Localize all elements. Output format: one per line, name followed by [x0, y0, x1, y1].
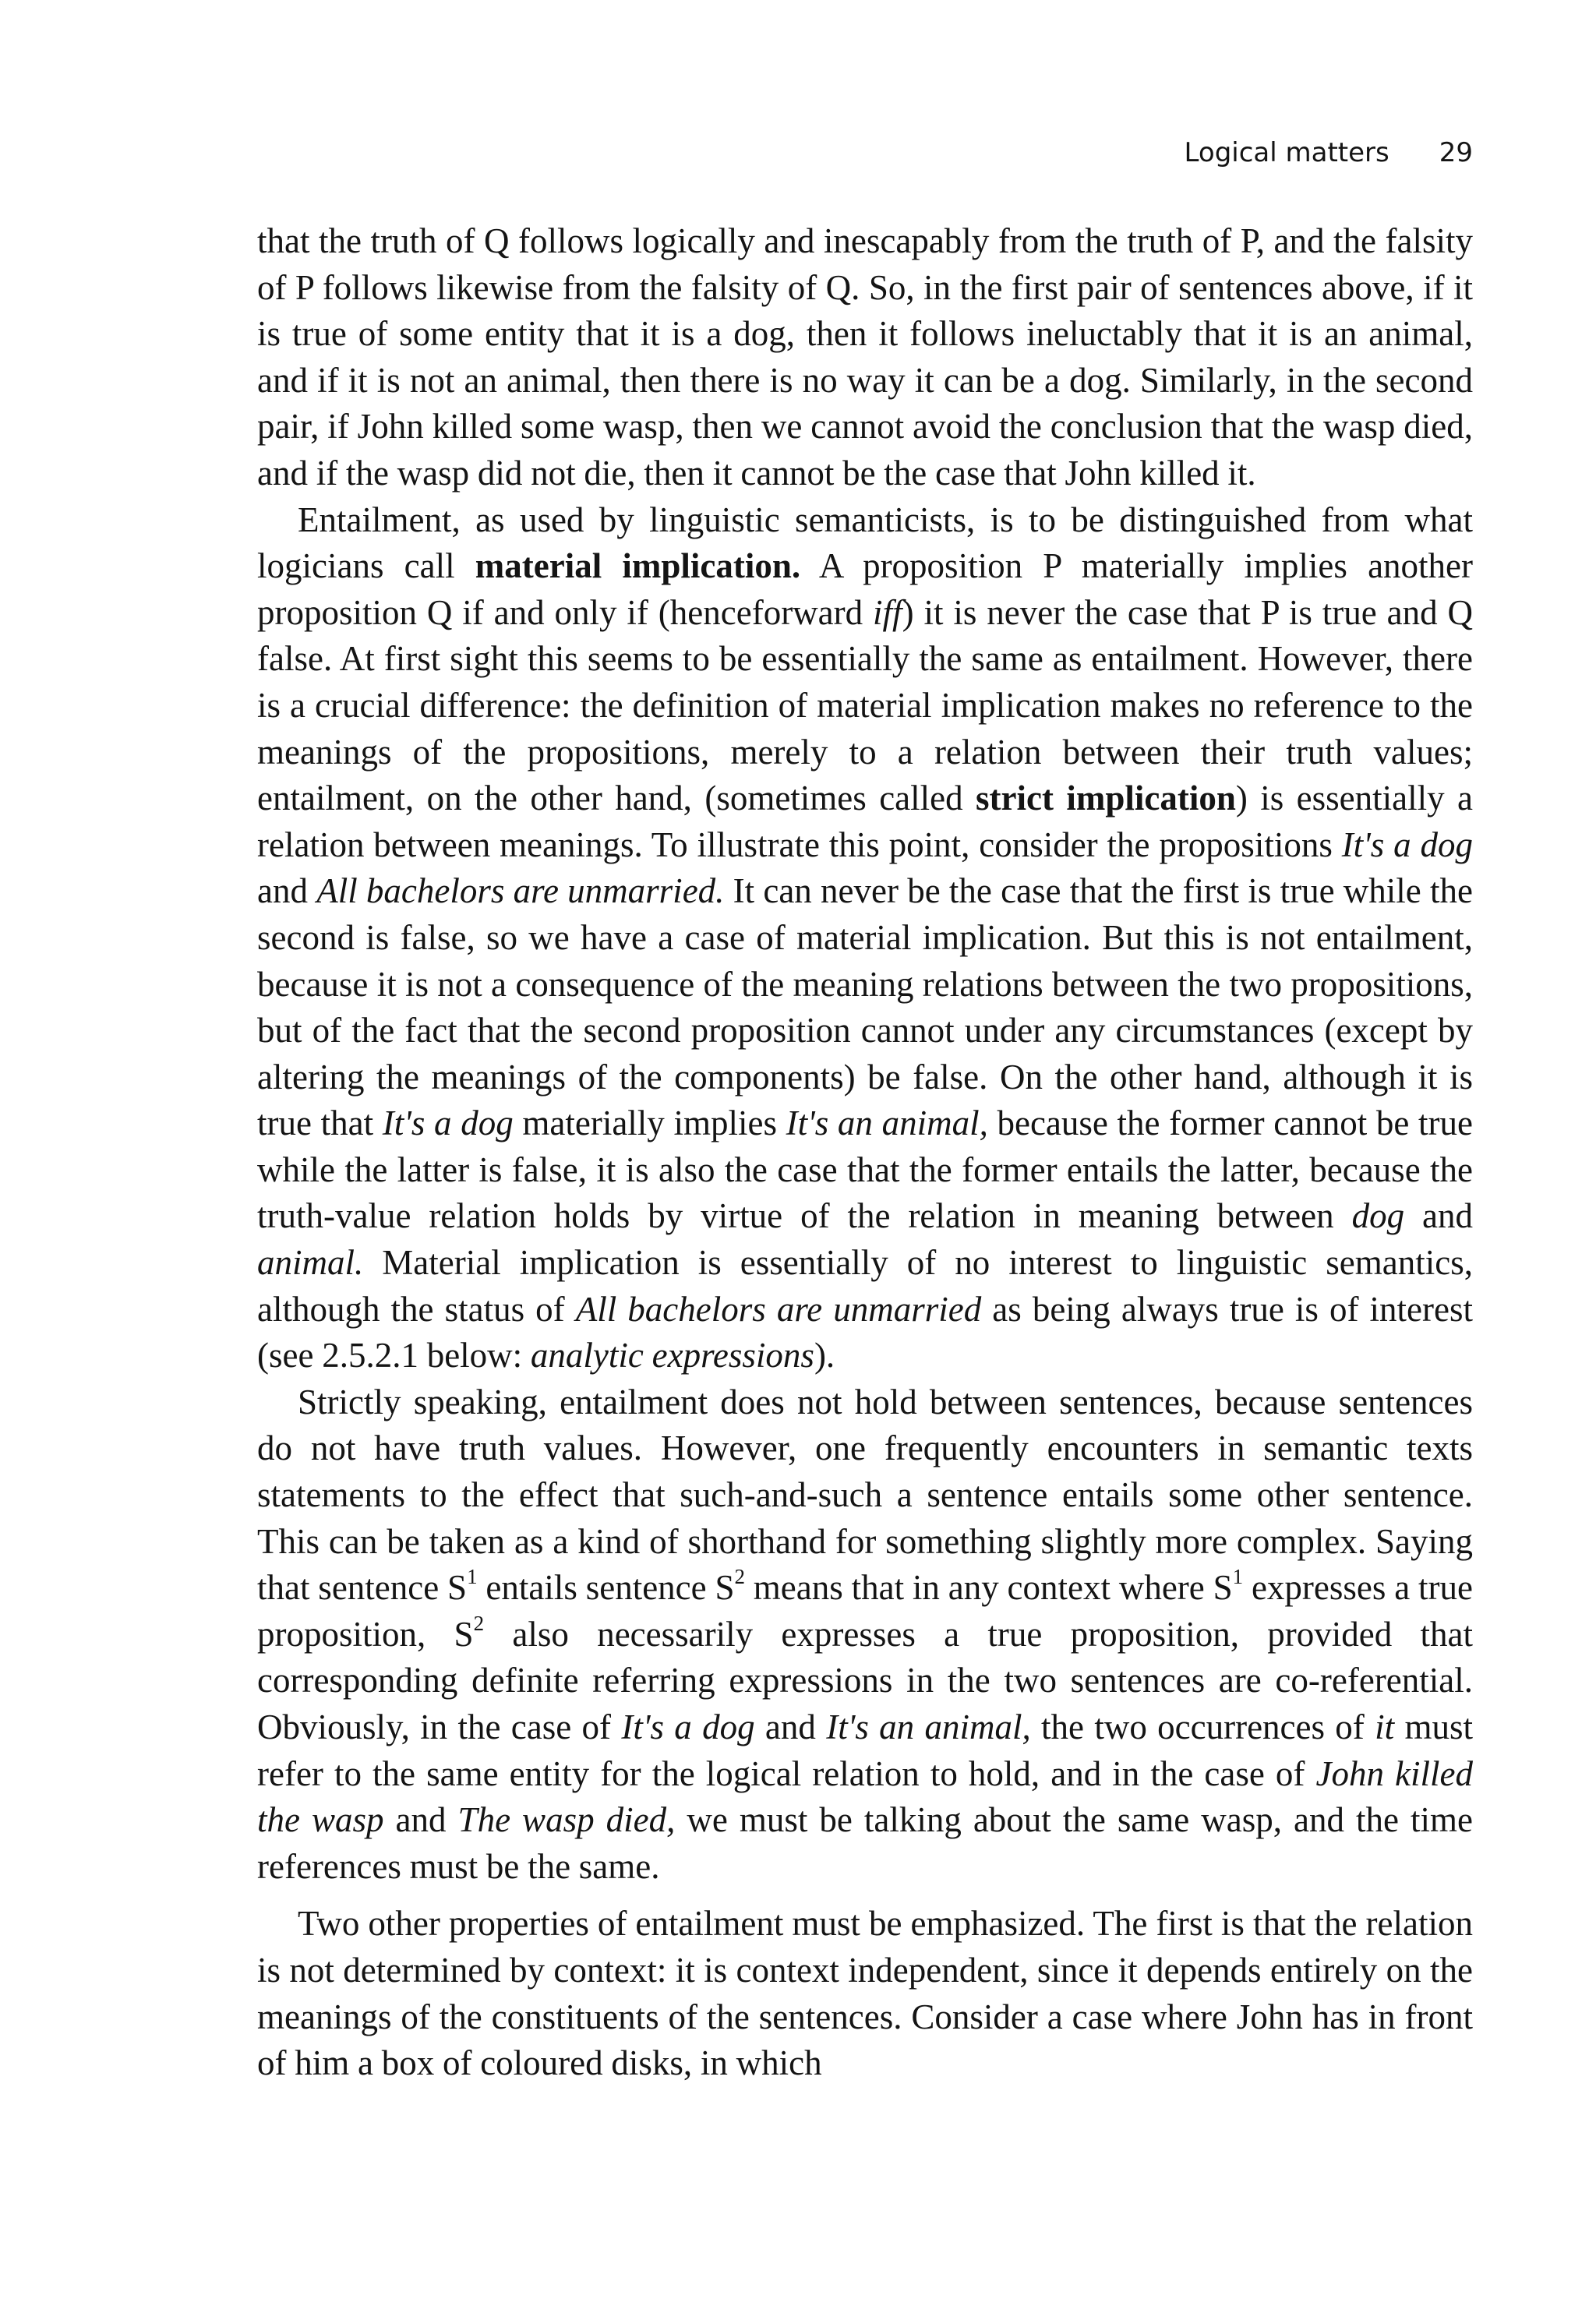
italic-run: iff: [873, 592, 902, 632]
italic-run: analytic expressions: [530, 1336, 814, 1376]
superscript: 2: [734, 1564, 745, 1588]
italic-run: it: [1375, 1707, 1395, 1746]
text-run: also necessarily expresses a true proposition, provided that corresponding definite referring expressions in the two sentences are co-referential. Obviously, in the case of: [257, 1614, 1473, 1746]
italic-run: John killed the wasp: [257, 1753, 1473, 1840]
italic-run: It's an animal,: [826, 1707, 1031, 1746]
text-run: means that in any context where S: [744, 1568, 1233, 1608]
text-run: we must be talking about the same wasp, and the time references must be the same.: [257, 1800, 1473, 1886]
text-run: the two occurrences of: [1030, 1707, 1375, 1746]
text-run: and: [1404, 1196, 1473, 1236]
italic-run: It's a dog: [621, 1707, 755, 1746]
text-run: expresses a true proposition, S: [257, 1568, 1473, 1654]
term-material-implication: material implication.: [475, 546, 801, 586]
text-run: Entailment, as used by linguistic semanticists, is to be distinguished from what logicians call: [257, 500, 1473, 586]
running-head: [857, 136, 1473, 170]
text-run: and: [754, 1707, 827, 1746]
italic-run: It's a dog: [382, 1104, 514, 1143]
page-number: 29: [1439, 137, 1473, 168]
text-run: because the former cannot be true while the latter is false, it is also the case that the former entails the latter, because the truth-value relation holds by virtue of the relation in meaning between: [257, 1104, 1473, 1236]
italic-run: It's an animal,: [786, 1104, 988, 1143]
italic-run: The wasp died,: [457, 1800, 676, 1840]
italic-run: animal.: [257, 1243, 364, 1283]
running-head-title: Logical matters: [1184, 137, 1389, 168]
text-run: materially implies: [513, 1104, 786, 1143]
text-run: ) it is never the case that P is true and Q false. At first sight this seems to be essentially the same as entailment. However, there is a crucial difference: the definition of material implication makes no reference to the meanings of the propositions, merely to a relation between their truth values; entailment, on the other hand, (sometimes called: [257, 592, 1474, 818]
paragraph-2: [257, 497, 1473, 1379]
body-text: [257, 218, 1473, 2087]
text-run: as being always true is of interest (see 2.5.2.1 below:: [257, 1289, 1473, 1376]
text-run: Strictly speaking, entailment does not hold between sentences, because sentences do not have truth values. However, one frequently encounters in semantic texts statements to the effect that such-and-such a sentence entails some other sentence. This can be taken as a kind of shorthand for something slightly more complex. Saying that sentence S: [257, 1382, 1473, 1608]
text-run: ) is essentially a relation between meanings. To illustrate this point, consider the propositions: [257, 779, 1473, 864]
text-run: and: [257, 871, 317, 911]
text-run: It can never be the case that the first is true while the second is false, so we have a case of material implication. But this is not entailment, because it is not a consequence of the meaning relations between the two propositions, but of the fact that the second proposition cannot under any circumstances (except by altering the meanings of the components) be false. On the other hand, although it is true that: [257, 871, 1473, 1143]
italic-run: dog: [1351, 1196, 1405, 1236]
italic-run: It's a dog: [1341, 825, 1473, 864]
text-run: A proposition P materially implies another proposition Q if and only if (henceforward: [257, 546, 1474, 632]
paragraph-3: [257, 1379, 1473, 1891]
text-run: must refer to the same entity for the logical relation to hold, and in the case of: [257, 1707, 1473, 1793]
superscript: 2: [473, 1611, 485, 1635]
term-strict-implication: strict implication: [976, 779, 1236, 818]
text-run: and: [383, 1800, 458, 1840]
paragraph-1: that the truth of Q follows logically and inescapably from the truth of P, and the falsity of P follows likewise from the falsity of Q. So, in the first pair of sentences above, if it is true of some entity that it is a dog, then it follows ineluctably that it is an animal, and if it is not an animal, then there is no way it can be a dog. Similarly, in the second pair, if John killed some wasp, then we cannot avoid the conclusion that the wasp died, and if the wasp did not die, then it cannot be the case that John killed it.: [257, 221, 1473, 493]
text-run: entails sentence S: [477, 1568, 735, 1608]
italic-run: All bachelors are unmarried.: [316, 871, 725, 911]
paragraph-4: Two other properties of entailment must be emphasized. The first is that the relation is not determined by context: it is context independent, since it depends entirely on the meanings of the constituents of the sentences. Consider a case where John has in front of him a box of coloured disks, in which: [257, 1904, 1473, 2083]
text-run: Material implication is essentially of no interest to linguistic semantics, although the status of: [257, 1243, 1473, 1329]
superscript: 1: [1232, 1564, 1244, 1588]
superscript: 1: [467, 1564, 478, 1588]
text-run: ).: [814, 1336, 835, 1376]
italic-run: All bachelors are unmarried: [575, 1289, 982, 1329]
